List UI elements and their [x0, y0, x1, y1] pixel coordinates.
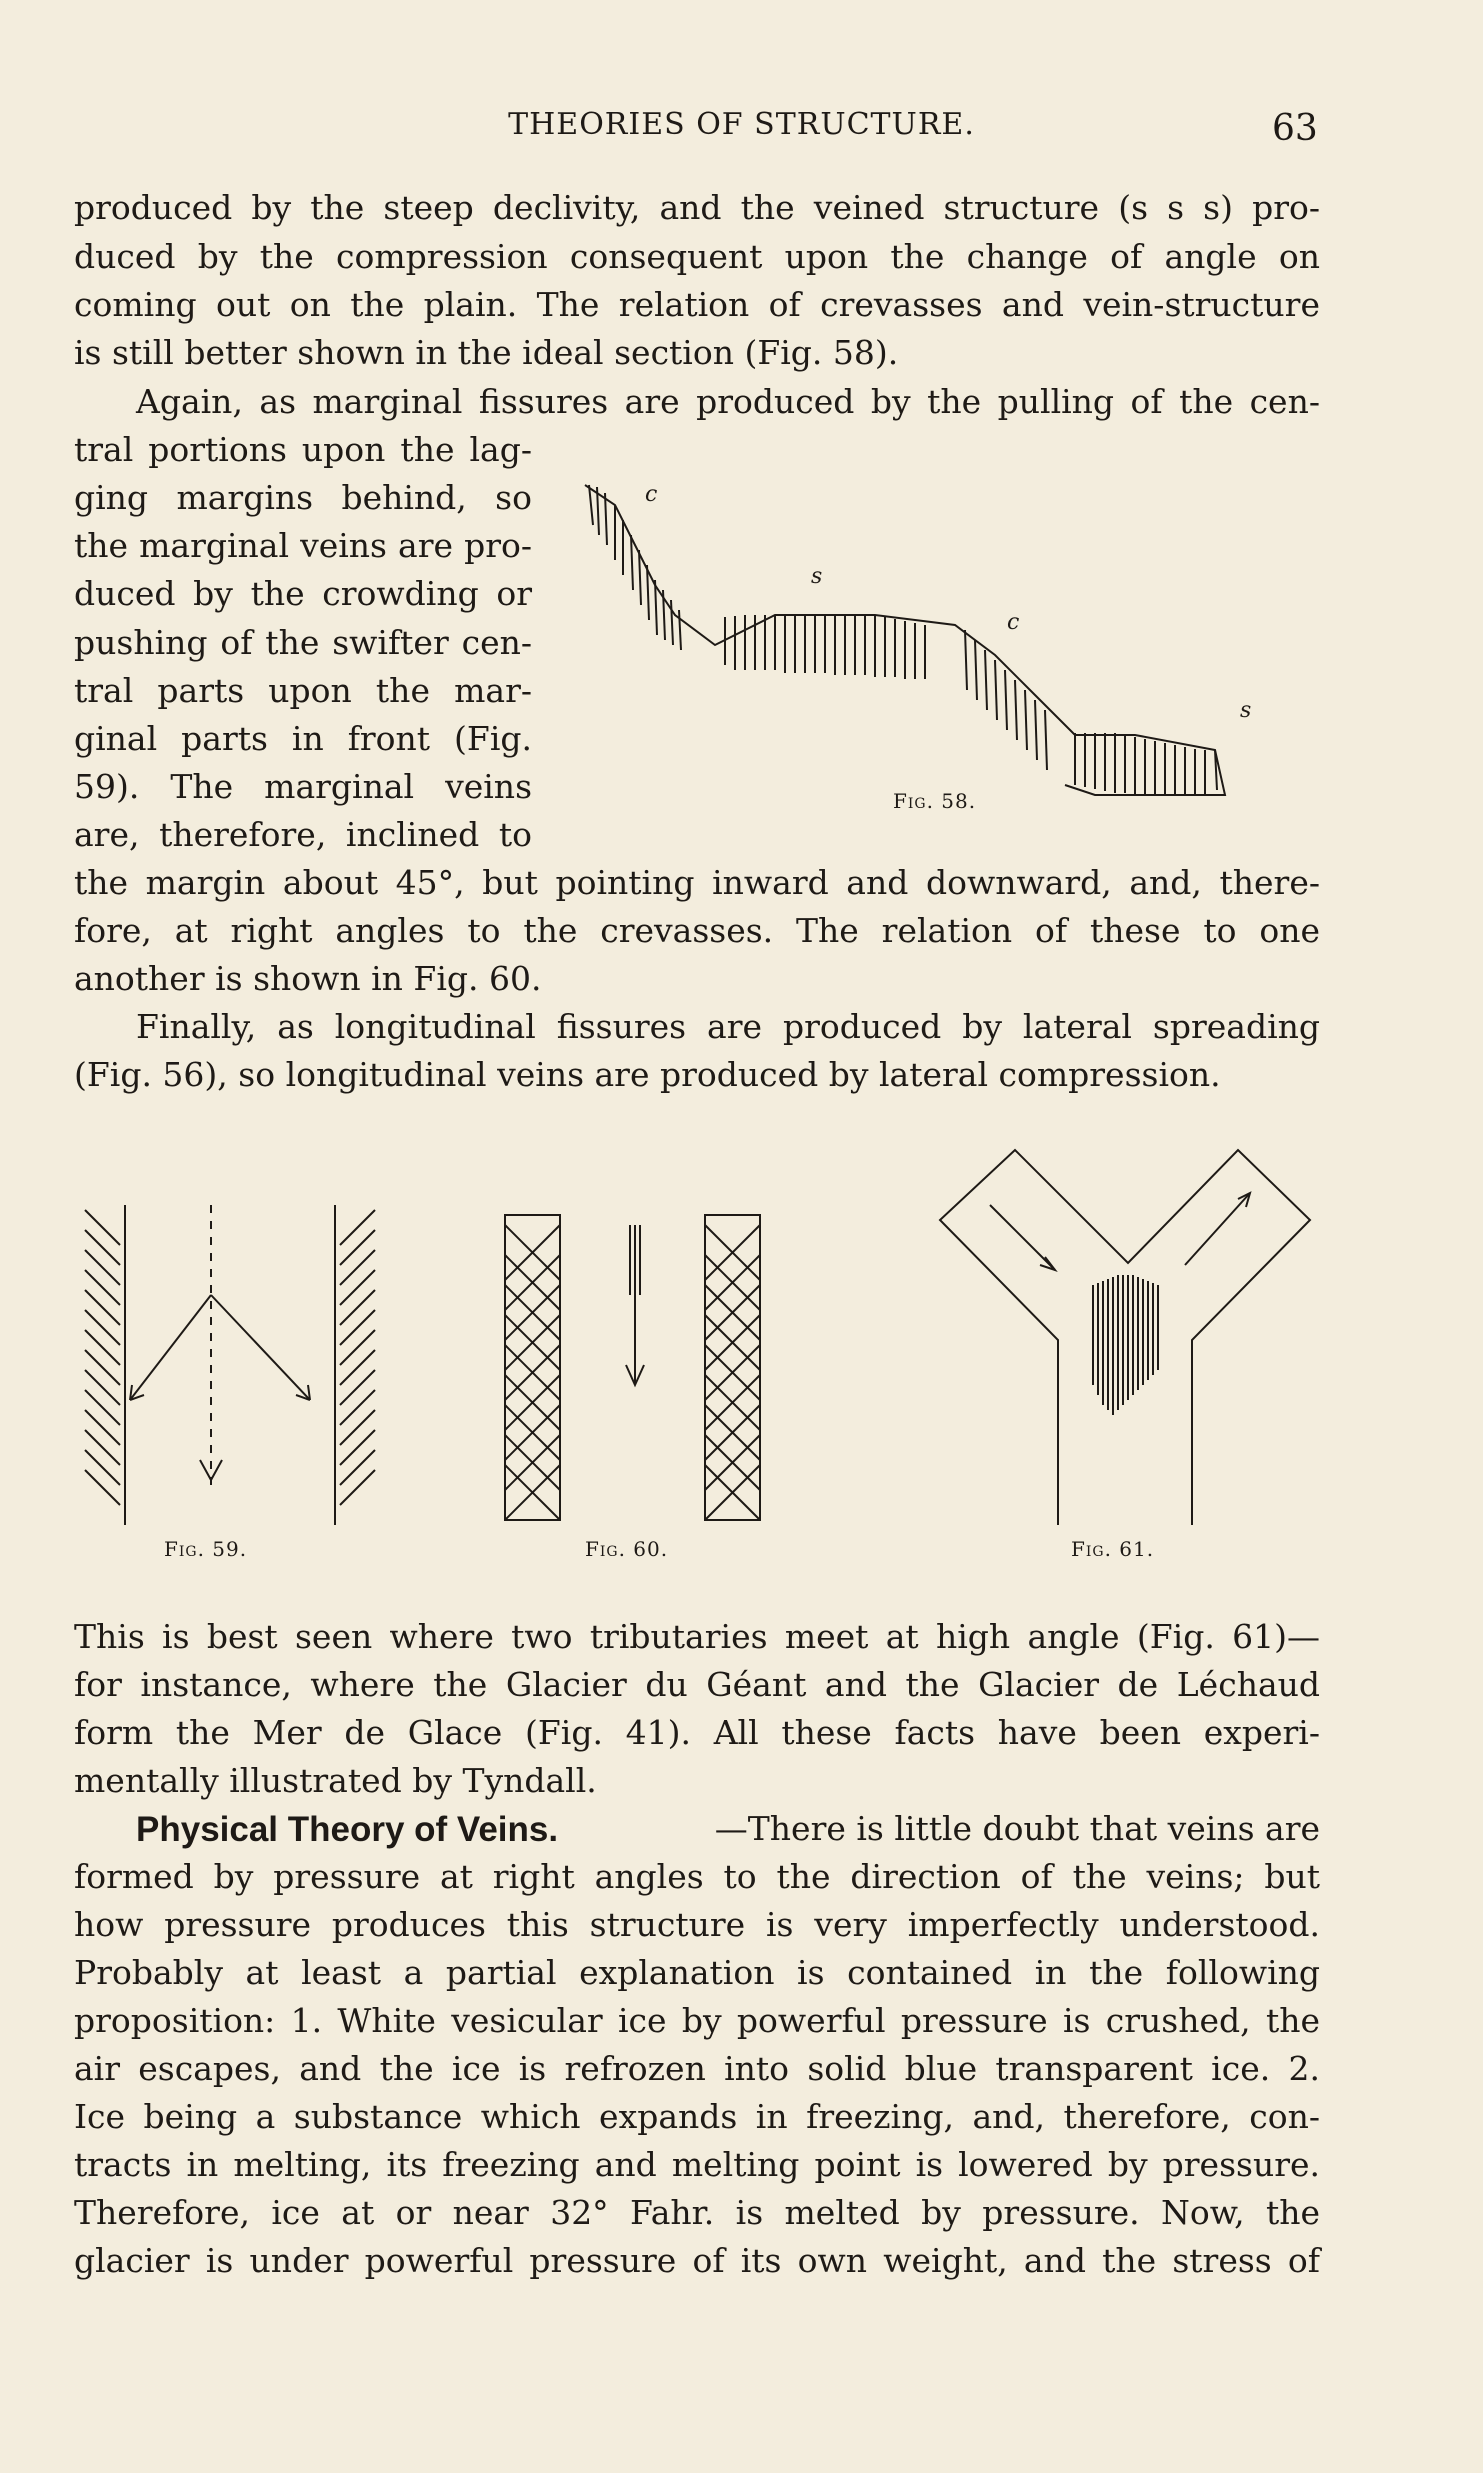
- text-line: Finally, as longitudinal fissures are produced by lateral spreading: [136, 1007, 1320, 1046]
- text-line: This is best seen where two tributaries meet at high angle (Fig. 61)—: [74, 1617, 1320, 1656]
- text-span: —There is little doubt that veins are: [714, 1809, 1320, 1848]
- label-c: c: [645, 482, 658, 507]
- text-line: tracts in melting, its freezing and melting point is lowered by pressure.: [74, 2145, 1320, 2184]
- text-line: the margin about 45°, but pointing inward and downward, and, there-: [74, 863, 1320, 902]
- text-line: glacier is under powerful pressure of its own weight, and the stress of: [74, 2241, 1320, 2280]
- label-s: s: [1240, 698, 1252, 723]
- text-line: Probably at least a partial explanation is contained in the following: [74, 1953, 1320, 1992]
- text-line: (Fig. 56), so longitudinal veins are produced by lateral compression.: [74, 1055, 1221, 1094]
- text-line: ginal parts in front (Fig.: [74, 719, 532, 758]
- text-line: for instance, where the Glacier du Géant and the Glacier de Léchaud: [74, 1665, 1320, 1704]
- text-line: how pressure produces this structure is very imperfectly understood.: [74, 1905, 1320, 1944]
- text-line: produced by the steep declivity, and the veined structure (s s s) pro-: [74, 188, 1320, 227]
- text-line: ging margins behind, so: [74, 478, 532, 517]
- page-number: 63: [1272, 108, 1318, 149]
- figure-59-caption: Fig. 59.: [164, 1537, 248, 1561]
- section-heading: Physical Theory of Veins.: [136, 1810, 559, 1849]
- text-line: Ice being a substance which expands in freezing, and, therefore, con-: [74, 2097, 1320, 2136]
- text-line: tral portions upon the lag-: [74, 430, 532, 469]
- figure-60-caption: Fig. 60.: [585, 1537, 669, 1561]
- figure-58-caption: Fig. 58.: [893, 789, 977, 813]
- label-s: s: [811, 564, 823, 589]
- text-line: another is shown in Fig. 60.: [74, 959, 542, 998]
- figure-61-tributary-junction: [930, 1145, 1320, 1530]
- text-line: coming out on the plain. The relation of crevasses and vein-structure: [74, 285, 1320, 324]
- text-line: are, therefore, inclined to: [74, 815, 532, 854]
- figure-59-marginal-veins: [80, 1195, 350, 1535]
- text-line: Therefore, ice at or near 32° Fahr. is melted by pressure. Now, the: [74, 2193, 1320, 2232]
- figure-58-drawing: [585, 485, 1225, 795]
- text-line: duced by the crowding or: [74, 574, 532, 613]
- figure-60-veins-and-crevasses: [500, 1205, 770, 1525]
- text-line: the marginal veins are pro-: [74, 526, 532, 565]
- text-line: pushing of the swifter cen-: [74, 623, 532, 662]
- text-line: 59). The marginal veins: [74, 767, 532, 806]
- figure-61-caption: Fig. 61.: [1071, 1537, 1155, 1561]
- text-line: proposition: 1. White vesicular ice by powerful pressure is crushed, the: [74, 2001, 1320, 2040]
- text-line: fore, at right angles to the crevasses. The relation of these to one: [74, 911, 1320, 950]
- text-line: mentally illustrated by Tyndall.: [74, 1761, 597, 1800]
- text-line: Again, as marginal fissures are produced by the pulling of the cen-: [136, 382, 1320, 421]
- text-line: air escapes, and the ice is refrozen into solid blue transparent ice. 2.: [74, 2049, 1320, 2088]
- text-line: [74, 1809, 1320, 1849]
- text-line: tral parts upon the mar-: [74, 671, 532, 710]
- text-line: is still better shown in the ideal section (Fig. 58).: [74, 333, 899, 372]
- text-line: formed by pressure at right angles to the direction of the veins; but: [74, 1857, 1320, 1896]
- label-c: c: [1007, 610, 1020, 635]
- running-header: THEORIES OF STRUCTURE.: [508, 107, 975, 142]
- text-line: duced by the compression consequent upon the change of angle on: [74, 237, 1320, 276]
- text-line: form the Mer de Glace (Fig. 41). All these facts have been experi-: [74, 1713, 1320, 1752]
- figure-58-ideal-section: [575, 465, 1315, 810]
